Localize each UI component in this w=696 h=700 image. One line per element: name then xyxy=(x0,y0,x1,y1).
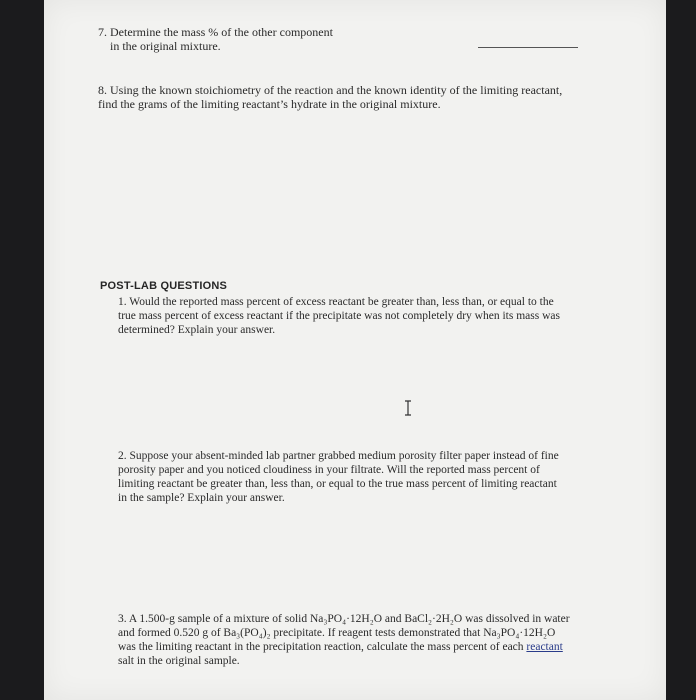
question-8-line-1: 8. Using the known stoichiometry of the reaction and the known identity of the limiting reactant, xyxy=(98,83,563,97)
postlab-q2-line-3: limiting reactant be greater than, less than, or equal to the true mass percent of limiting reactant xyxy=(118,478,557,490)
postlab-q3-line-3-text: was the limiting reactant in the precipitation reaction, calculate the mass percent of each xyxy=(118,641,524,653)
answer-blank-line xyxy=(478,47,578,48)
postlab-q1-line-2: true mass percent of excess reactant if the precipitate was not completely dry when its mass was xyxy=(118,310,560,322)
question-7 xyxy=(98,25,418,53)
postlab-heading: POST-LAB QUESTIONS xyxy=(100,280,228,292)
question-8-line-2: find the grams of the limiting reactant’s hydrate in the original mixture. xyxy=(98,97,441,111)
reactant-link[interactable]: reactant xyxy=(526,641,563,653)
postlab-question-3 xyxy=(118,612,590,668)
postlab-q2-line-4: in the sample? Explain your answer. xyxy=(118,492,285,504)
postlab-question-1 xyxy=(118,295,588,337)
text-cursor-icon xyxy=(402,400,414,416)
postlab-q1-line-1: 1. Would the reported mass percent of excess reactant be greater than, less than, or equal to the xyxy=(118,296,554,308)
postlab-q3-line-1: 3. A 1.500-g sample of a mixture of solid Na₃PO₄·12H₂O and BaCl₂·2H₂O was dissolved in water xyxy=(118,613,570,625)
postlab-question-2 xyxy=(118,449,588,505)
postlab-q3-line-4: salt in the original sample. xyxy=(118,655,240,667)
question-8 xyxy=(98,83,598,111)
postlab-q3-line-2: and formed 0.520 g of Ba₃(PO₄)₂ precipitate. If reagent tests demonstrated that Na₃PO₄·12H₂O xyxy=(118,627,556,639)
postlab-q1-line-3: determined? Explain your answer. xyxy=(118,324,276,336)
postlab-q3-line-3 xyxy=(118,640,590,654)
postlab-q2-line-2: porosity paper and you noticed cloudiness in your filtrate. Will the reported mass percent of xyxy=(118,464,540,476)
question-7-line-1: 7. Determine the mass % of the other component xyxy=(98,25,333,39)
question-7-line-2: in the original mixture. xyxy=(110,39,221,53)
postlab-q2-line-1: 2. Suppose your absent-minded lab partner grabbed medium porosity filter paper instead of fine xyxy=(118,450,559,462)
